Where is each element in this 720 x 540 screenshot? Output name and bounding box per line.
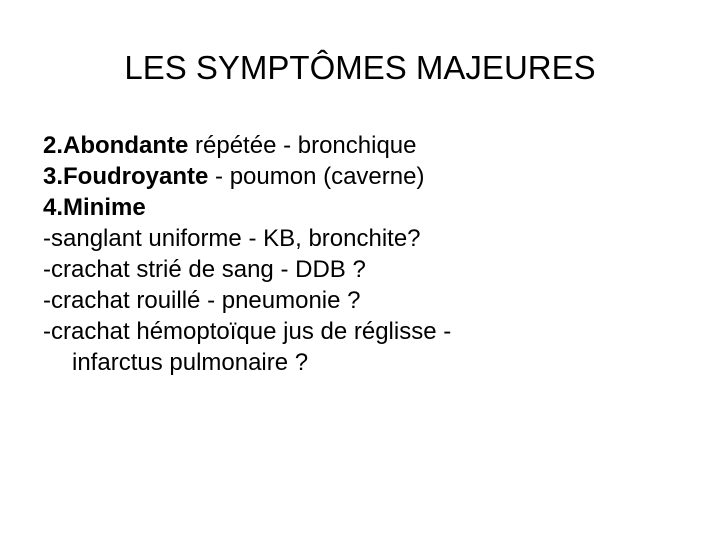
list-item-hemoptoique: [43, 316, 703, 347]
symptom-list: [43, 130, 703, 378]
list-item-strie: [43, 254, 703, 285]
list-item-sanglant: [43, 223, 703, 254]
list-item-foudroyante: [43, 161, 703, 192]
list-item-bold: 3.Foudroyante: [43, 163, 209, 190]
list-item-text: - poumon (caverne): [208, 163, 425, 190]
list-item-text: infarctus pulmonaire ?: [72, 349, 309, 376]
list-item-text: -crachat rouillé - pneumonie ?: [43, 287, 361, 314]
list-item-text: -sanglant uniforme - KB, bronchite?: [43, 225, 421, 252]
list-item-bold: 2.Abondante: [43, 132, 189, 159]
list-item-bold: 4.Minime: [43, 194, 146, 221]
list-item-rouille: [43, 285, 703, 316]
list-item-infarctus: [43, 347, 703, 378]
list-item-text: -crachat strié de sang - DDB ?: [43, 256, 366, 283]
slide-title: LES SYMPTÔMES MAJEURES: [124, 49, 596, 86]
list-item-text: répétée - bronchique: [188, 132, 417, 159]
list-item-text: -crachat hémoptoïque jus de réglisse -: [43, 318, 452, 345]
list-item-abondante: [43, 130, 703, 161]
list-item-minime: [43, 192, 703, 223]
